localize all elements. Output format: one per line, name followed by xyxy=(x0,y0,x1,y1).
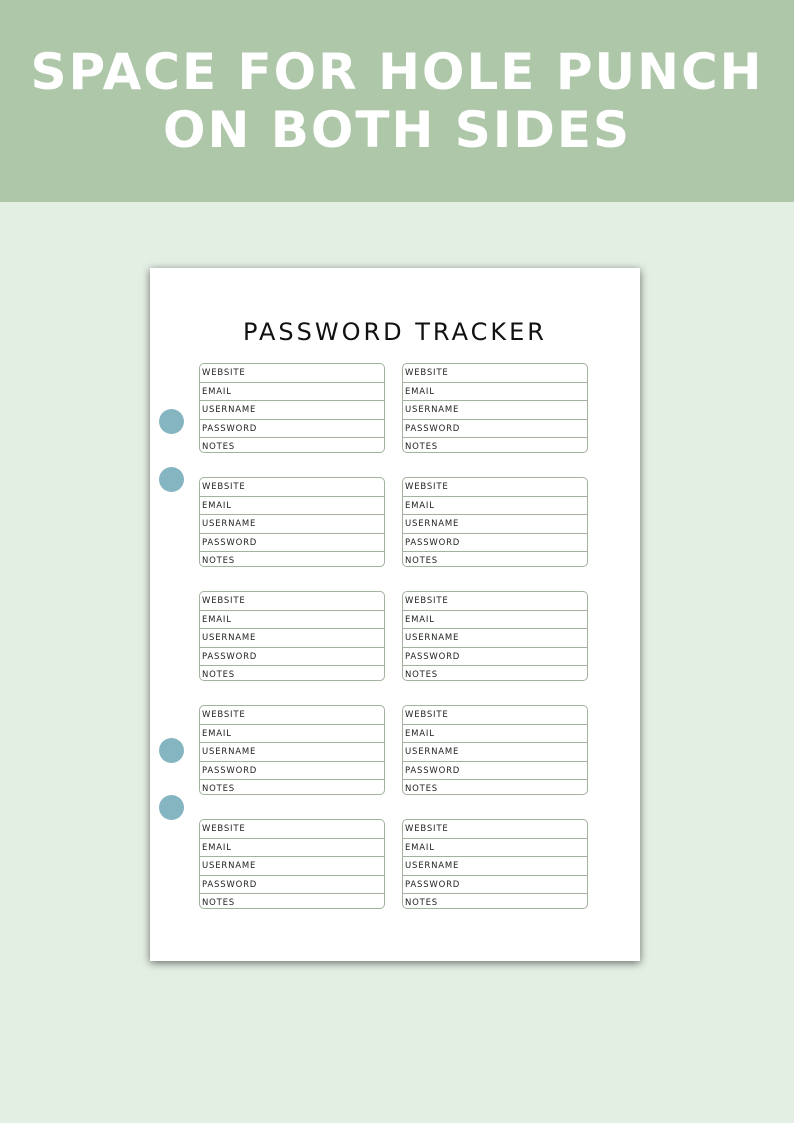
password-card xyxy=(199,477,385,567)
field-email[interactable]: EMAIL xyxy=(200,383,384,402)
field-password[interactable]: PASSWORD xyxy=(200,648,384,667)
password-card xyxy=(402,705,588,795)
banner-headline-line-2: ON BOTH SIDES xyxy=(162,101,632,159)
hole-punch-circle xyxy=(159,467,184,492)
field-email[interactable]: EMAIL xyxy=(403,497,587,516)
password-card xyxy=(402,819,588,909)
field-username[interactable]: USERNAME xyxy=(200,401,384,420)
field-website[interactable]: WEBSITE xyxy=(403,364,587,383)
field-password[interactable]: PASSWORD xyxy=(403,876,587,895)
field-email[interactable]: EMAIL xyxy=(200,611,384,630)
field-email[interactable]: EMAIL xyxy=(200,497,384,516)
field-password[interactable]: PASSWORD xyxy=(200,876,384,895)
field-website[interactable]: WEBSITE xyxy=(403,706,587,725)
field-username[interactable]: USERNAME xyxy=(403,629,587,648)
field-email[interactable]: EMAIL xyxy=(403,839,587,858)
field-notes[interactable]: NOTES xyxy=(405,670,439,681)
field-password[interactable]: PASSWORD xyxy=(200,420,384,439)
field-notes[interactable]: NOTES xyxy=(405,442,439,453)
password-card xyxy=(199,705,385,795)
password-card xyxy=(199,819,385,909)
hole-punch-circle xyxy=(159,795,184,820)
field-notes[interactable]: NOTES xyxy=(202,898,236,909)
password-card xyxy=(402,477,588,567)
field-username[interactable]: USERNAME xyxy=(403,515,587,534)
field-website[interactable]: WEBSITE xyxy=(200,706,384,725)
field-password[interactable]: PASSWORD xyxy=(200,762,384,781)
hero-banner xyxy=(0,0,794,202)
field-username[interactable]: USERNAME xyxy=(403,743,587,762)
field-username[interactable]: USERNAME xyxy=(200,743,384,762)
field-notes[interactable]: NOTES xyxy=(202,784,236,795)
password-card xyxy=(199,591,385,681)
field-website[interactable]: WEBSITE xyxy=(403,820,587,839)
page-title: PASSWORD TRACKER xyxy=(243,318,547,346)
field-notes[interactable]: NOTES xyxy=(202,556,236,567)
banner-headline-line-1: SPACE FOR HOLE PUNCH xyxy=(30,43,764,101)
hole-punch-circle xyxy=(159,738,184,763)
field-website[interactable]: WEBSITE xyxy=(200,592,384,611)
field-password[interactable]: PASSWORD xyxy=(200,534,384,553)
field-password[interactable]: PASSWORD xyxy=(403,534,587,553)
field-password[interactable]: PASSWORD xyxy=(403,648,587,667)
field-email[interactable]: EMAIL xyxy=(200,725,384,744)
field-password[interactable]: PASSWORD xyxy=(403,762,587,781)
field-email[interactable]: EMAIL xyxy=(403,611,587,630)
field-website[interactable]: WEBSITE xyxy=(200,820,384,839)
password-card xyxy=(402,591,588,681)
field-password[interactable]: PASSWORD xyxy=(403,420,587,439)
field-username[interactable]: USERNAME xyxy=(403,401,587,420)
field-email[interactable]: EMAIL xyxy=(403,383,587,402)
password-card xyxy=(402,363,588,453)
field-email[interactable]: EMAIL xyxy=(403,725,587,744)
field-website[interactable]: WEBSITE xyxy=(200,364,384,383)
field-username[interactable]: USERNAME xyxy=(200,629,384,648)
field-website[interactable]: WEBSITE xyxy=(403,478,587,497)
password-card xyxy=(199,363,385,453)
field-notes[interactable]: NOTES xyxy=(202,442,236,453)
field-email[interactable]: EMAIL xyxy=(200,839,384,858)
planner-page xyxy=(150,268,640,961)
field-website[interactable]: WEBSITE xyxy=(403,592,587,611)
field-notes[interactable]: NOTES xyxy=(405,556,439,567)
field-username[interactable]: USERNAME xyxy=(200,515,384,534)
field-username[interactable]: USERNAME xyxy=(200,857,384,876)
field-notes[interactable]: NOTES xyxy=(405,784,439,795)
field-username[interactable]: USERNAME xyxy=(403,857,587,876)
field-notes[interactable]: NOTES xyxy=(405,898,439,909)
field-notes[interactable]: NOTES xyxy=(202,670,236,681)
hole-punch-circle xyxy=(159,409,184,434)
field-website[interactable]: WEBSITE xyxy=(200,478,384,497)
